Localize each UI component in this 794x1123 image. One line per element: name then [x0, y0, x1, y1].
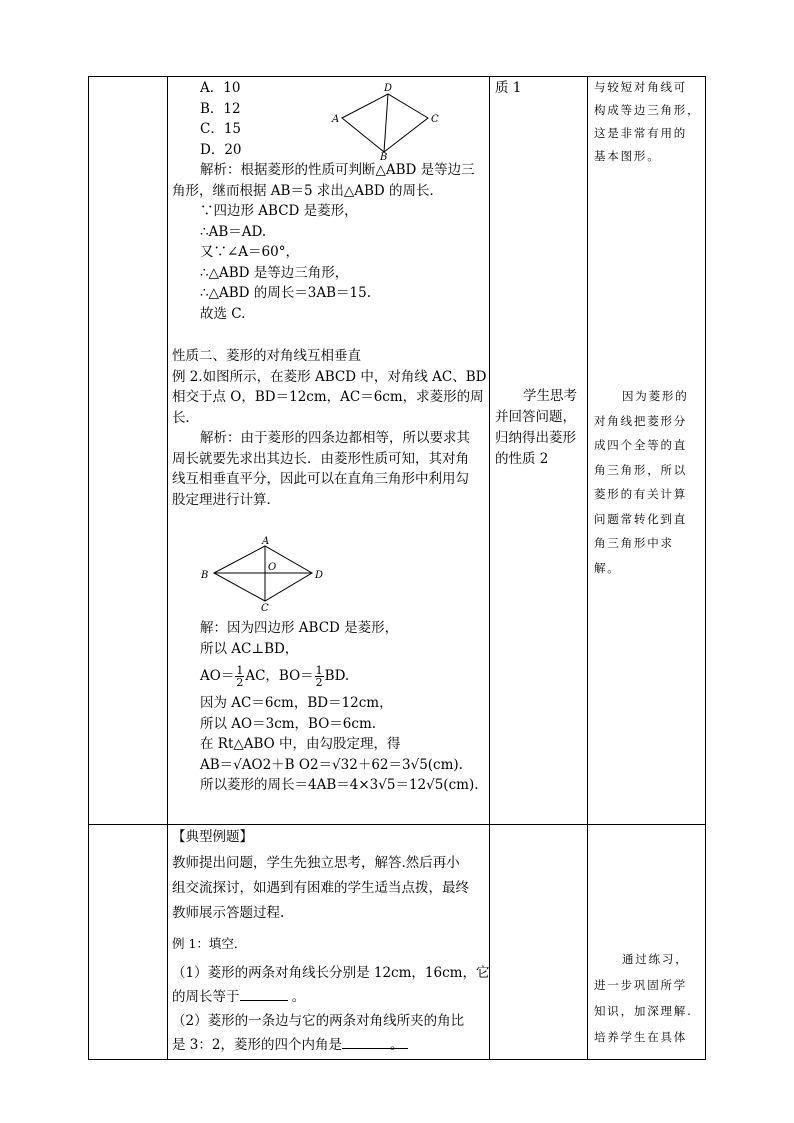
col3-text: 质 1 [495, 80, 522, 96]
example-2-line: 相交于点 O，BD＝12cm，AC＝6cm，求菱形的周 [172, 389, 484, 405]
note-line: 基本图形。 [594, 149, 661, 163]
intro-line: 教师展示答题过程. [172, 905, 285, 921]
analysis-2-line: 解析：由于菱形的四条边都相等，所以要求其 [200, 430, 470, 446]
note-line: 菱形的有关计算 [594, 487, 688, 501]
note-line: 通过练习， [622, 952, 689, 966]
center-label-o: O [268, 562, 277, 573]
question-1-suffix: 。 [291, 988, 306, 1005]
example-2-line: 长． [172, 409, 199, 426]
example-2-line: 例 2.如图所示，在菱形 ABCD 中，对角线 AC、BD [172, 368, 487, 385]
col3-line: 并回答问题， [495, 409, 576, 425]
row-divider [88, 824, 706, 825]
note-line: 进一步巩固所学 [594, 978, 688, 992]
vertex-label-c: C [261, 603, 269, 614]
question-2-suffix: 。 [389, 1036, 404, 1053]
question-1-line: （1）菱形的两条对角线长分别是 12cm，16cm，它 [172, 964, 490, 981]
question-2-line-2 [172, 1033, 489, 1057]
analysis-line: 故选 C. [200, 305, 246, 322]
section-heading: 【典型例题】 [172, 829, 253, 845]
intro-paragraph [172, 851, 489, 926]
solution-line: AB＝√AO2＋B O2＝√32＋62＝3√5(cm). [200, 756, 463, 773]
options-list [200, 78, 242, 160]
diagonal-bd [384, 94, 388, 152]
typical-examples-block [172, 827, 489, 1057]
design-note-1 [594, 76, 700, 168]
vertex-label-b: B [380, 152, 388, 160]
vertex-label-c: C [431, 114, 439, 125]
col-border-3 [587, 76, 588, 1060]
fraction-denominator: 2 [236, 676, 244, 689]
intro-line: 组交流探讨，如遇到有困难的学生适当点拨，最终 [172, 880, 469, 896]
solution-fraction-line [172, 659, 479, 693]
note-line: 问题常转化到直 [594, 511, 688, 526]
analysis-line: ∴△ABD 是等边三角形， [200, 264, 349, 281]
fraction-denominator: 2 [315, 676, 323, 689]
property-1-label [495, 78, 521, 99]
note-line: 对角线把菱形分 [594, 413, 688, 428]
note-line: 与较短对角线可 [594, 80, 688, 94]
option-a: A．10 [200, 80, 241, 96]
option-c: C．15 [200, 121, 242, 137]
fraction-half [315, 665, 324, 688]
question-2-prefix: 是 3：2，菱形的四个内角是 [172, 1036, 342, 1053]
analysis-line: ∵四边形 ABCD 是菱形， [200, 203, 358, 219]
property-2-block [172, 346, 486, 510]
note-line: 角三角形，所以 [594, 462, 688, 477]
analysis-2-line: 股定理进行计算． [172, 491, 280, 508]
rhombus-diagram-2 [196, 534, 336, 614]
col3-line: 学生思考 [523, 388, 577, 404]
fill-in-questions [172, 961, 489, 1057]
analysis-line: ∴AB＝AD. [200, 223, 267, 240]
option-b: B．12 [200, 100, 241, 117]
vertex-label-a: A [262, 536, 270, 547]
ao-prefix: AO＝ [200, 668, 235, 684]
ao-suffix: AC，BO＝ [245, 668, 314, 684]
student-activity [495, 386, 577, 470]
design-note-2 [594, 384, 689, 580]
analysis-line: 角形，继而根据 AB＝5 求出△ABD 的周长． [172, 182, 444, 199]
fraction-numerator: 1 [236, 664, 244, 677]
note-line: 构成等边三角形， [594, 103, 701, 117]
analysis-line: 解析：根据菱形的性质可判断△ABD 是等边三 [200, 162, 475, 178]
col-border-1 [167, 76, 168, 1060]
solution-line: 在 Rt△ABO 中，由勾股定理，得 [200, 736, 401, 752]
answer-blank-1[interactable] [240, 986, 288, 1001]
fraction-numerator: 1 [315, 664, 323, 677]
col-border-left [88, 76, 89, 1060]
bo-suffix: BD. [324, 668, 350, 684]
rhombus-diagram-1 [328, 80, 446, 160]
solution-line: 所以 AO＝3cm，BO＝6cm. [200, 715, 377, 732]
analysis-2-line: 周长就要先求出其边长．由菱形性质可知，其对角 [172, 450, 469, 467]
question-1-line-2 [172, 985, 489, 1009]
note-line: 培养学生在具体 [594, 1030, 688, 1044]
analysis-line: 又∵∠A＝60°， [200, 244, 299, 260]
note-line: 角三角形中求 [594, 536, 674, 550]
property-2-title: 性质二、菱形的对角线互相垂直 [172, 348, 361, 364]
solution-block [172, 618, 479, 796]
note-line: 因为菱形的 [622, 389, 689, 403]
analysis-1 [172, 160, 475, 324]
solution-line: 所以菱形的周长＝4AB＝4×3√5＝12√5(cm). [200, 777, 479, 793]
intro-line: 教师提出问题，学生先独立思考，解答.然后再小 [172, 855, 460, 871]
table-bottom-border [88, 1059, 706, 1060]
note-line: 成四个全等的直 [594, 438, 688, 452]
design-note-3 [594, 946, 693, 1050]
col3-line: 的性质 2 [495, 451, 549, 467]
note-line: 这是非常有用的 [594, 126, 688, 140]
col3-line: 归纳得出菱形 [495, 430, 576, 446]
note-line: 知识，加深理解. [594, 1004, 693, 1018]
analysis-2-line: 线互相垂直平分，因此可以在直角三角形中利用勾 [172, 471, 469, 487]
solution-line: 解：因为四边形 ABCD 是菱形， [200, 620, 399, 636]
note-line: 解。 [594, 560, 621, 575]
vertex-label-d: D [384, 83, 393, 94]
solution-line: 因为 AC＝6cm，BD＝12cm， [200, 695, 393, 711]
fraction-half [235, 665, 244, 688]
question-1-prefix: 的周长等于 [172, 988, 240, 1005]
example-1-title: 例 1：填空． [172, 936, 247, 951]
vertex-label-d: D [315, 570, 324, 581]
analysis-line: ∴△ABD 的周长＝3AB＝15. [200, 285, 371, 301]
question-2-line: （2）菱形的一条边与它的两条对角线所夹的角比 [172, 1012, 465, 1029]
vertex-label-a: A [332, 114, 340, 125]
solution-line: 所以 AC⊥BD， [200, 640, 299, 657]
option-d: D．20 [200, 141, 242, 158]
vertex-label-b: B [201, 570, 209, 581]
col-border-right [705, 76, 706, 1060]
